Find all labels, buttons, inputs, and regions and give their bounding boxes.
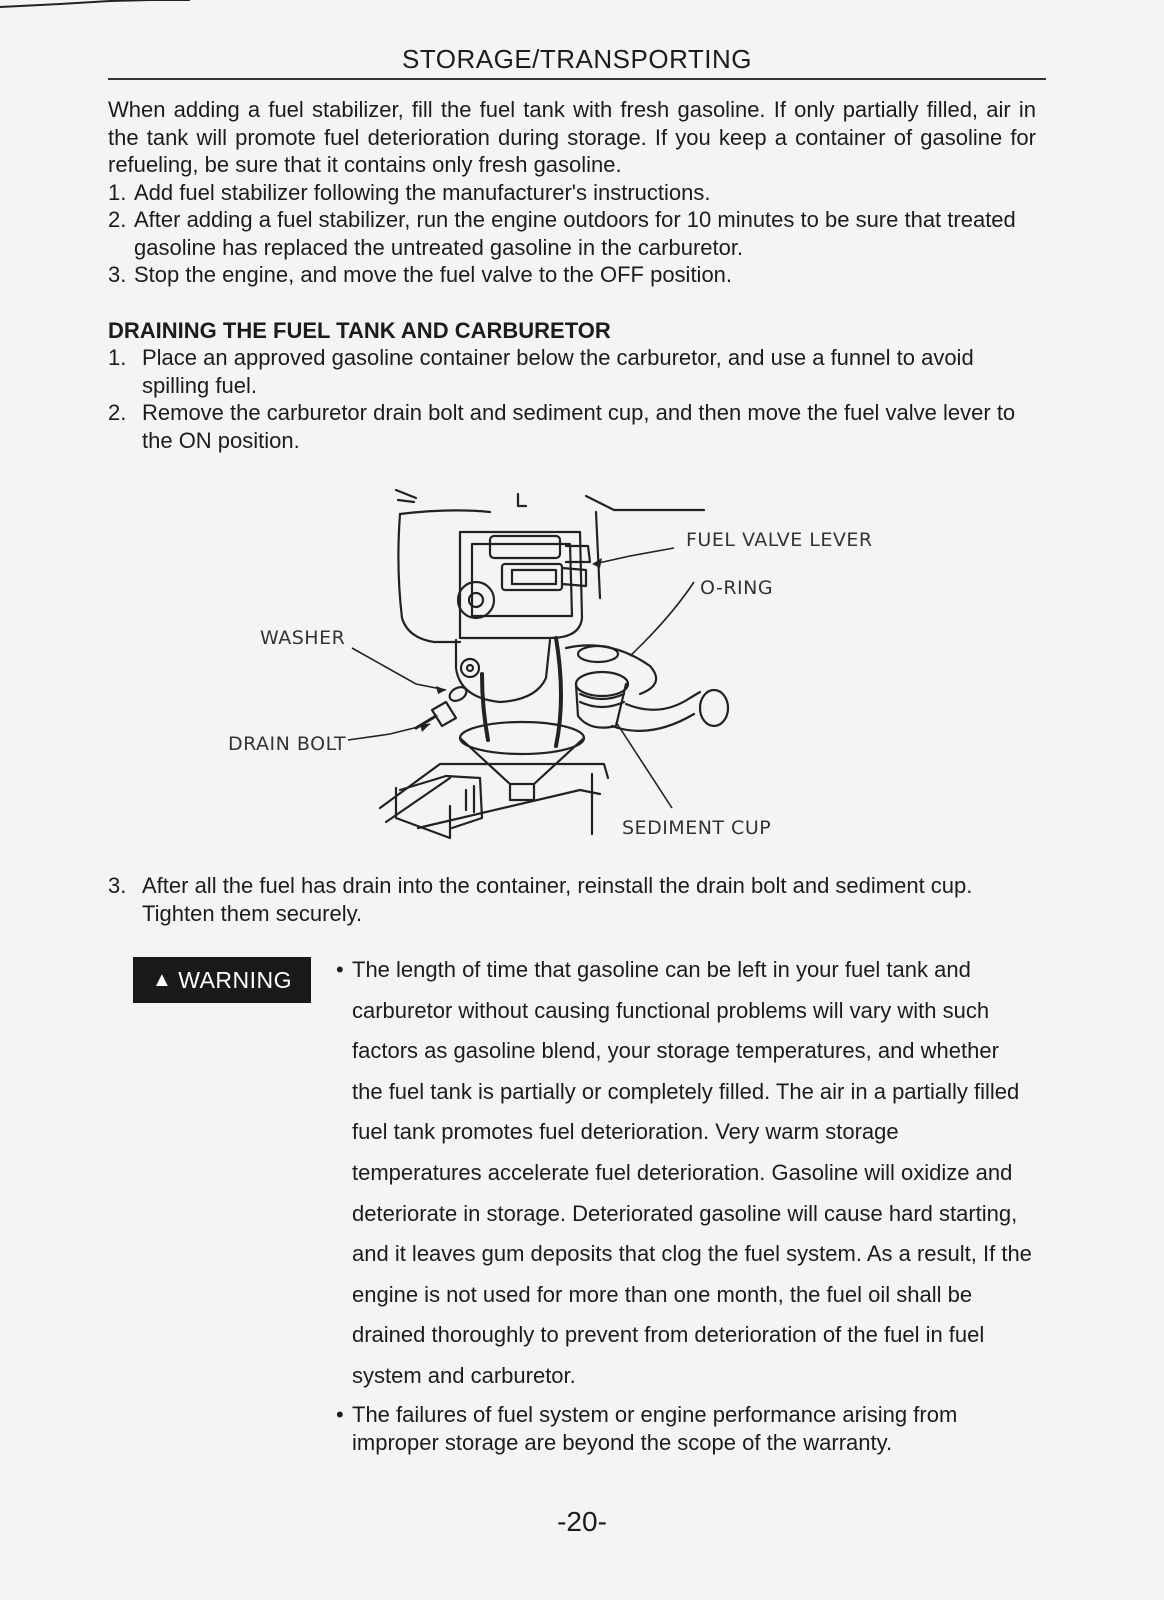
warning-bullet: • The length of time that gasoline can be left in your fuel tank and carburetor without causing functional problems will vary with such factors as gasoline blend, your storage temperatures, and whether the fuel tank is partially or completely filled. The air in a partially filled fuel tank promotes fuel deterioration. Very warm storage temperatures accelerate fuel deterioration. Gasoline will oxidize and deteriorate in storage. Deteriorated gasoline will cause hard starting, and it leaves gum deposits that clog the fuel system. As a result, If the engine is not used for more than one month, the fuel oil shall be drained thoroughly to prevent from deterioration of the fuel in fuel system and carburetor. <box>334 950 1034 1397</box>
label-washer: WASHER <box>260 627 346 649</box>
warning-triangle-icon: ▲ <box>151 968 173 991</box>
list-item: 1. Place an approved gasoline container below the carburetor, and use a funnel to avoid spilling fuel. <box>108 345 974 398</box>
page-title: STORAGE/TRANSPORTING <box>108 44 1046 80</box>
list-item: 1. Add fuel stabilizer following the manufacturer's instructions. <box>108 179 711 205</box>
carburetor-diagram <box>220 488 873 868</box>
label-drain-bolt: DRAIN BOLT <box>228 733 347 755</box>
label-sediment-cup: SEDIMENT CUP <box>622 817 772 839</box>
warning-bullet: • The failures of fuel system or engine performance arising from improper storage are beyond the scope of the warranty. <box>336 1401 958 1455</box>
scan-corner-mark <box>0 0 200 8</box>
bullet-icon: • <box>336 957 344 982</box>
bullet-icon: • <box>336 1401 344 1427</box>
draining-steps-list-continued <box>108 872 1036 927</box>
carburetor-illustration <box>220 488 873 868</box>
warning-badge <box>133 957 311 1003</box>
draining-step-3 <box>108 872 1036 927</box>
list-item: 3. Stop the engine, and move the fuel valve to the OFF position. <box>108 262 733 287</box>
section-heading: DRAINING THE FUEL TANK AND CARBURETOR <box>108 317 611 343</box>
stabilizer-steps-list <box>108 179 1036 289</box>
draining-steps-list <box>108 344 1036 454</box>
list-item: 3. After all the fuel has drain into the container, reinstall the drain bolt and sediment cup. Tighten them securely. <box>108 873 973 926</box>
warning-text <box>334 950 1034 1457</box>
page-number: -20- <box>557 1506 607 1537</box>
list-item: 2. After adding a fuel stabilizer, run the engine outdoors for 10 minutes to be sure that treated gasoline has replaced the untreated gasoline in the carburetor. <box>108 207 1016 260</box>
warning-badge-label: WARNING <box>178 966 293 993</box>
intro-paragraph: When adding a fuel stabilizer, fill the fuel tank with fresh gasoline. If only partially filled, air in the tank will promote fuel deterioration during storage. If you keep a container of gasoline for refueling, be sure that it contains only fresh gasoline. <box>108 97 1036 177</box>
label-o-ring: O-RING <box>700 577 774 599</box>
list-item: 2. Remove the carburetor drain bolt and sediment cup, and then move the fuel valve lever to the ON position. <box>108 400 1016 453</box>
label-fuel-valve-lever: FUEL VALVE LEVER <box>686 529 873 551</box>
main-content <box>108 96 1036 454</box>
